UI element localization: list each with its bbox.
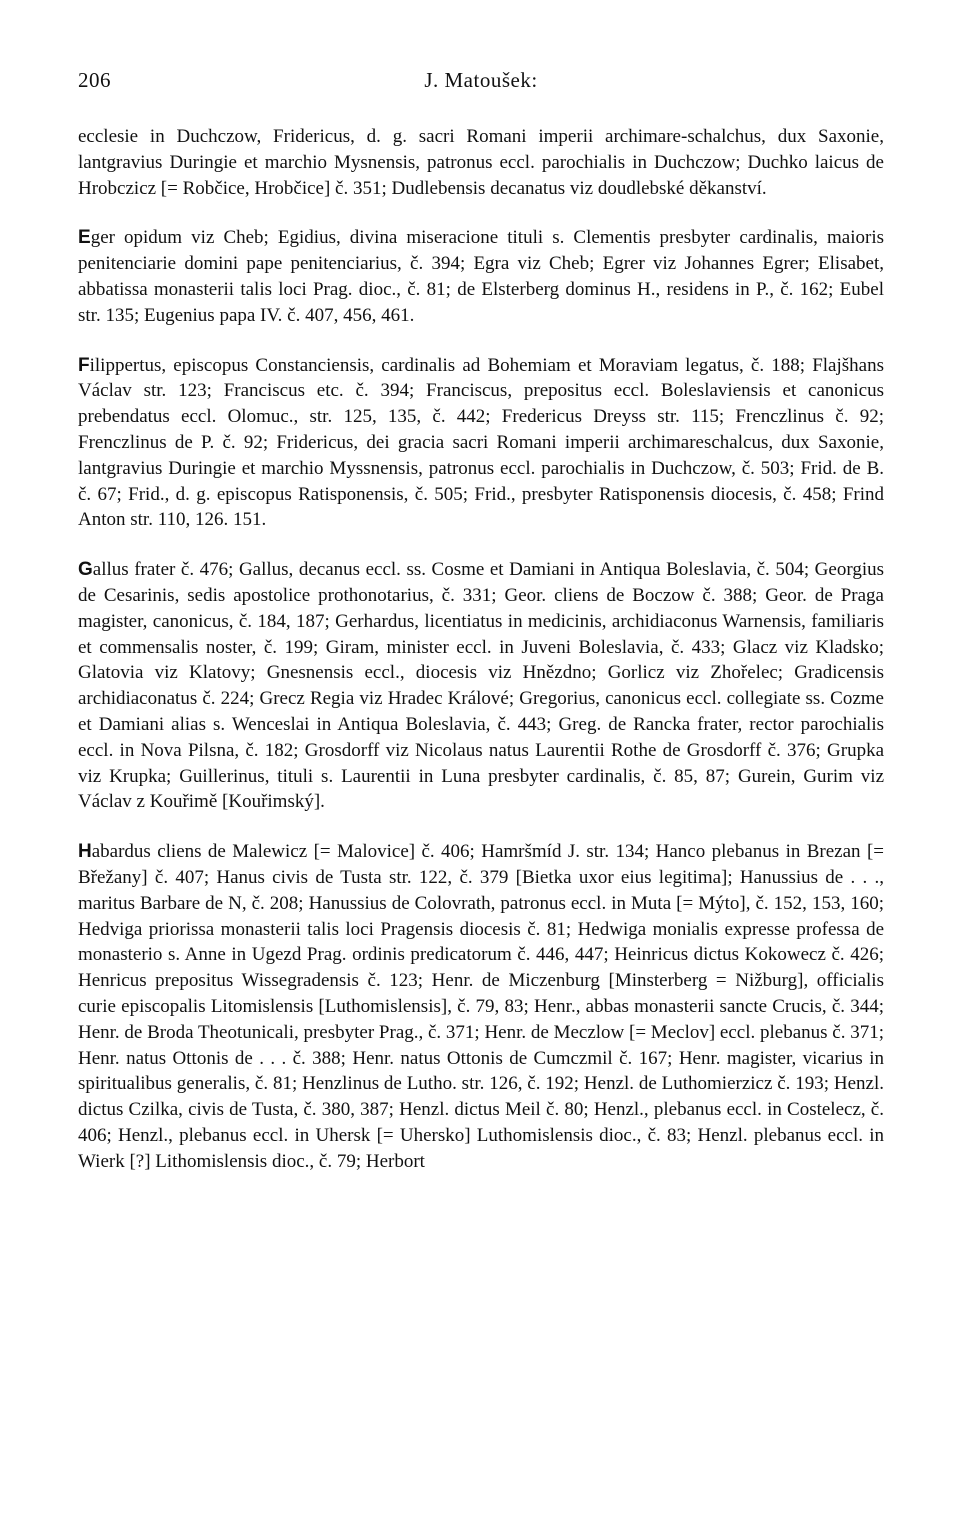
index-entry-g: [78, 557, 884, 815]
index-entry-d-continuation: [78, 124, 884, 201]
entry-text: abardus cliens de Malewicz [= Malovice] č. 406; Hamršmíd J. str. 134; Hanco plebanus in Brezan [= Břežany] č. 407; Hanus civis de Tusta str. 122, č. 379 [Bietka uxor eius legitima]; Hanussius de . . ., maritus Barbare de N, č. 208; Hanussius de Colovrath, patronus eccl. in Muta [= Mýto], č. 152, 153, 160; Hedviga priorissa monasterii talis loci Pragensis diocesis č. 81; Hedwiga monialis expresse professa de monasterio s. Anne in Ugezd Prag. ordinis predicatorum č. 446, 447; Heinricus dictus Kokowecz č. 426; Henricus prepositus Wissegradensis č. 123; Henr. de Miczenburg [Minsterberg = Nižburg], officialis curie episcopalis Litomislensis [Luthomislensis], č. 79, 83; Henr., abbas monasterii sancte Crucis, č. 344; Henr. de Broda Theotunicali, presbyter Prag., č. 371; Henr. de Meczlow [= Meclov] eccl. plebanus č. 371; Henr. natus Ottonis de . . . č. 388; Henr. natus Ottonis de Cumczmil č. 167; Henr. magister, vicarius in spiritualibus generalis, č. 81; Henzlinus de Lutho. str. 126, č. 192; Henzl. de Luthomierzicz č. 193; Henzl. dictus Czilka, civis de Tusta, č. 380, 387; Henzl. dictus Meil č. 80; Henzl., plebanus eccl. in Costelecz, č. 406; Henzl., plebanus eccl. in Uhersk [= Uhersko] Luthomislensis dioc., č. 83; Henzl. plebanus eccl. in Wierk [?] Lithomislensis dioc., č. 79; Herbort: [78, 841, 885, 1172]
page-number: 206: [78, 68, 111, 92]
entry-initial: G: [78, 559, 93, 581]
entry-initial: H: [78, 841, 92, 863]
entry-text: ger opidum viz Cheb; Egidius, divina miseracione tituli s. Clementis presbyter cardinalis, maioris penitenciarie domini pape penitenciarius, č. 394; Egra viz Cheb; Egrer viz Johannes Egrer; Elisabet, abbatissa monasterii talis loci Prag. dioc., č. 81; de Elsterberg dominus H., residens in P., č. 162; Eubel str. 135; Eugenius papa IV. č. 407, 456, 461.: [78, 227, 884, 326]
index-entries: [78, 124, 884, 1174]
entry-initial: F: [78, 354, 90, 376]
running-head-author: J. Matoušek:: [424, 68, 538, 92]
index-entry-f: [78, 353, 884, 534]
index-entry-e: [78, 225, 884, 328]
index-entry-h: [78, 839, 884, 1174]
entry-initial: E: [78, 227, 91, 249]
entry-text: allus frater č. 476; Gallus, decanus eccl. ss. Cosme et Damiani in Antiqua Boleslavia, č. 504; Georgius de Cesarinis, sedis apostolice prothonotarius, č. 331; Geor. cliens de Boczow č. 388; Geor. de Praga magister, canonicus, č. 184, 187; Gerhardus, licentiatus in medicinis, archidiaconus Warnensis, familiaris et commensalis noster, č. 199; Giram, minister eccl. in Juveni Boleslavia, č. 433; Glacz viz Kladsko; Glatovia viz Klatovy; Gnesnensis eccl., diocesis viz Hnězdno; Gorlicz viz Zhořelec; Gradicensis archidiaconatus č. 224; Grecz Regia viz Hradec Králové; Gregorius, canonicus eccl. collegiate ss. Cozme et Damiani alias s. Wenceslai in Antiqua Boleslavia, č. 443; Greg. de Rancka frater, rector parochialis eccl. in Nova Pilsna, č. 182; Grosdorff viz Nicolaus natus Laurentii Rothe de Grosdorff č. 376; Grupka viz Krupka; Guillerinus, tituli s. Laurentii in Luna presbyter cardinalis, č. 85, 87; Gurein, Gurim viz Václav z Kouřimě [Kouřimský].: [78, 559, 884, 813]
entry-text: ilippertus, episcopus Constanciensis, cardinalis ad Bohemiam et Moraviam legatus, č. 188; Flajšhans Václav str. 123; Franciscus etc. č. 394; Franciscus, prepositus eccl. Boleslaviensis et canonicus prebendatus eccl. Olomuc., str. 125, 135, č. 442; Fredericus Dreyss str. 115; Frenczlinus č. 92; Frenczlinus de P. č. 92; Fridericus, dei gracia sacri Romani imperii archimareschalcus, dux Saxonie, lantgravius Duringie et marchio Myssnensis, patronus eccl. parochialis in Duchczow, č. 503; Frid. de B. č. 67; Frid., d. g. episcopus Ratisponensis, č. 505; Frid., presbyter Ratisponensis diocesis, č. 458; Frind Anton str. 110, 126. 151.: [78, 354, 884, 531]
running-head: [78, 68, 884, 104]
entry-text: ecclesie in Duchczow, Fridericus, d. g. sacri Romani imperii archimare-schalchus, dux Saxonie, lantgravius Duringie et marchio Mysnensis, patronus eccl. parochialis in Duchczow; Duchko laicus de Hrobczicz [= Robčice, Hrobčice] č. 351; Dudlebensis decanatus viz doudlebské děkanství.: [78, 126, 884, 199]
document-page: [78, 68, 884, 1198]
